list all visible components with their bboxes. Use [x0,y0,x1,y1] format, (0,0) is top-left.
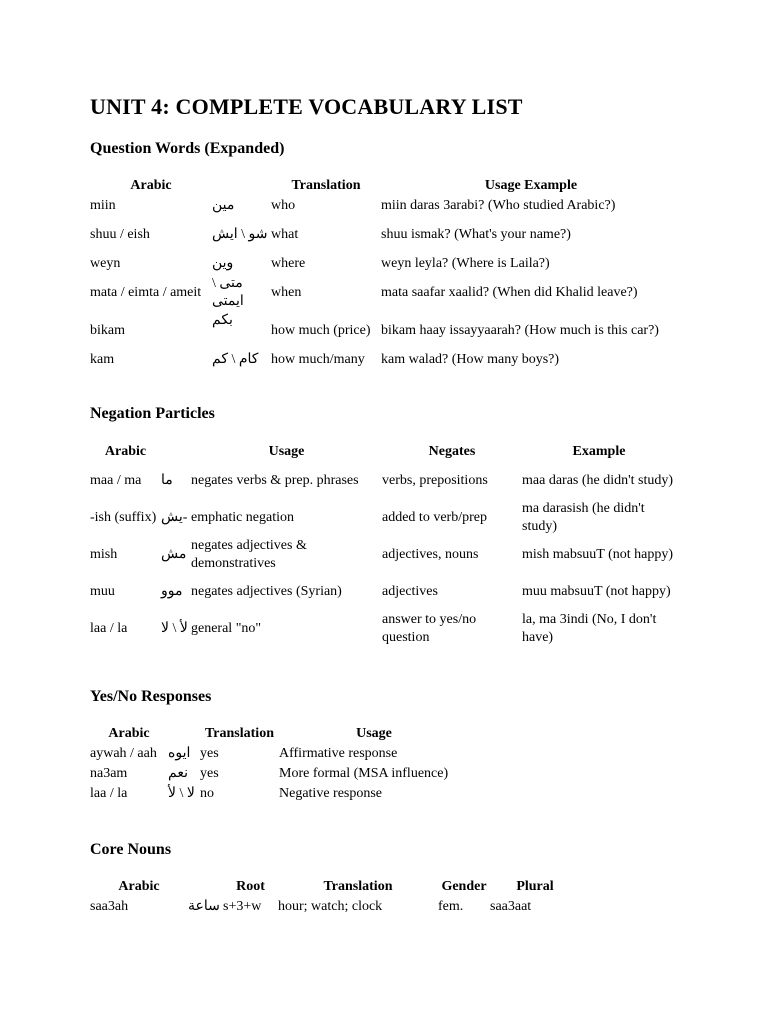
table-cell: aywah / aah [90,746,157,761]
section-heading-negation-particles: Negation Particles [90,405,215,422]
core-nouns-table [90,877,580,917]
table-cell: ma darasish (he didn't study) [522,500,645,534]
arabic-script-cell: مين [212,198,235,213]
column-header [168,724,200,744]
column-header: Usage [356,726,392,741]
arabic-script-cell: مش [161,546,187,562]
arabic-script-cell: ساعة [188,899,220,914]
table-row [90,312,681,350]
table-row [90,610,676,647]
table-cell: mata saafar xaalid? (When did Khalid leave?) [381,285,638,300]
table-header-row [90,442,676,462]
table-cell: mish [90,546,118,562]
table-cell: what [271,227,299,242]
table-cell: shuu / eish [90,227,150,242]
table-cell: who [271,198,296,213]
arabic-script-cell: وين [212,256,234,271]
table-cell: laa / la [90,786,128,801]
arabic-script-cell: كام \ كم [212,352,259,367]
section-heading-question-words: Question Words (Expanded) [90,140,285,157]
table-cell: emphatic negation [191,509,295,525]
column-header [161,442,191,462]
arabic-script-cell: لا \ لأ [168,786,195,801]
table-cell: mata / eimta / ameit [90,285,202,300]
column-header: Arabic [104,444,147,459]
table-cell: miin daras 3arabi? (Who studied Arabic?) [381,198,616,213]
table-row [90,744,469,764]
table-cell: na3am [90,766,128,781]
table-cell: negates adjectives (Syrian) [191,583,342,599]
table-row [90,350,681,370]
table-cell: laa / la [90,620,128,636]
column-header: Arabic [108,726,150,741]
table-cell: yes [200,766,219,781]
table-cell: where [271,256,306,271]
table-cell: how much (price) [271,323,371,338]
column-header: Example [572,444,626,459]
table-cell: More formal (MSA influence) [279,766,449,781]
section-heading-core-nouns: Core Nouns [90,841,172,858]
column-header: Translation [323,879,393,894]
column-header: Translation [291,178,361,193]
table-cell: added to verb/prep [382,509,487,525]
table-cell: fem. [438,899,464,914]
column-header: Arabic [130,178,172,193]
table-cell: la, ma 3indi (No, I don't have) [522,611,657,645]
table-cell: Affirmative response [279,746,398,761]
question-words-table [90,176,681,370]
table-cell: saa3aat [490,899,532,914]
column-header [212,176,271,196]
table-header-row [90,176,681,196]
table-row [90,897,580,917]
arabic-script-cell: ما [161,472,173,488]
column-header: Usage [268,444,305,459]
arabic-script-cell: متى \ ايمتى [212,276,244,309]
table-row [90,536,676,573]
table-row [90,784,469,804]
yes-no-responses-table [90,724,469,804]
arabic-script-cell: نعم [168,766,188,781]
negation-particles-table [90,442,676,647]
arabic-script-cell: ايوه [168,746,191,761]
arabic-script-cell: بكم [212,313,233,328]
column-header: Root [236,879,265,894]
column-header: Arabic [118,879,160,894]
table-cell: s+3+w [223,899,262,914]
column-header: Gender [441,879,487,894]
table-cell: kam walad? (How many boys?) [381,352,560,367]
table-cell: weyn leyla? (Where is Laila?) [381,256,550,271]
table-cell: hour; watch; clock [278,899,383,914]
table-row [90,274,681,312]
table-header-row [90,724,469,744]
arabic-script-cell: -يش [161,509,188,525]
arabic-script-cell: لأ \ لا [161,620,188,636]
table-cell: general "no" [191,620,262,636]
table-row [90,573,676,610]
table-row [90,196,681,216]
table-row [90,216,681,254]
table-cell: answer to yes/no question [382,611,477,645]
table-cell: weyn [90,256,121,271]
table-cell: negates verbs & prep. phrases [191,472,359,488]
arabic-script-cell: موو [161,583,183,599]
table-cell: adjectives, nouns [382,546,479,562]
table-cell: saa3ah [90,899,129,914]
table-cell: verbs, prepositions [382,472,488,488]
table-cell: how much/many [271,352,365,367]
table-cell: negates adjectives & demonstratives [191,537,307,571]
table-row [90,254,681,274]
table-cell: no [200,786,214,801]
table-cell: maa daras (he didn't study) [522,472,674,488]
column-header [188,877,223,897]
table-cell: mish mabsuuT (not happy) [522,546,674,562]
table-cell: muu [90,583,115,599]
column-header: Negates [428,444,476,459]
table-cell: adjectives [382,583,438,599]
table-row [90,499,676,536]
column-header: Usage Example [484,178,578,193]
table-cell: kam [90,352,115,367]
table-cell: bikam haay issayyaarah? (How much is this car?) [381,323,659,338]
table-header-row [90,877,580,897]
table-cell: maa / ma [90,472,142,488]
column-header: Translation [205,726,274,741]
column-header: Plural [516,879,554,894]
table-row [90,764,469,784]
arabic-script-cell: شو \ ايش [212,227,268,242]
table-cell: shuu ismak? (What's your name?) [381,227,571,242]
table-cell: muu mabsuuT (not happy) [522,583,671,599]
table-cell: when [271,285,302,300]
page-title: UNIT 4: COMPLETE VOCABULARY LIST [90,94,523,119]
table-cell: Negative response [279,786,383,801]
section-heading-yes-no-responses: Yes/No Responses [90,688,212,705]
table-cell: yes [200,746,219,761]
table-cell: -ish (suffix) [90,509,157,525]
table-cell: bikam [90,323,125,338]
table-row [90,462,676,499]
table-cell: miin [90,198,116,213]
